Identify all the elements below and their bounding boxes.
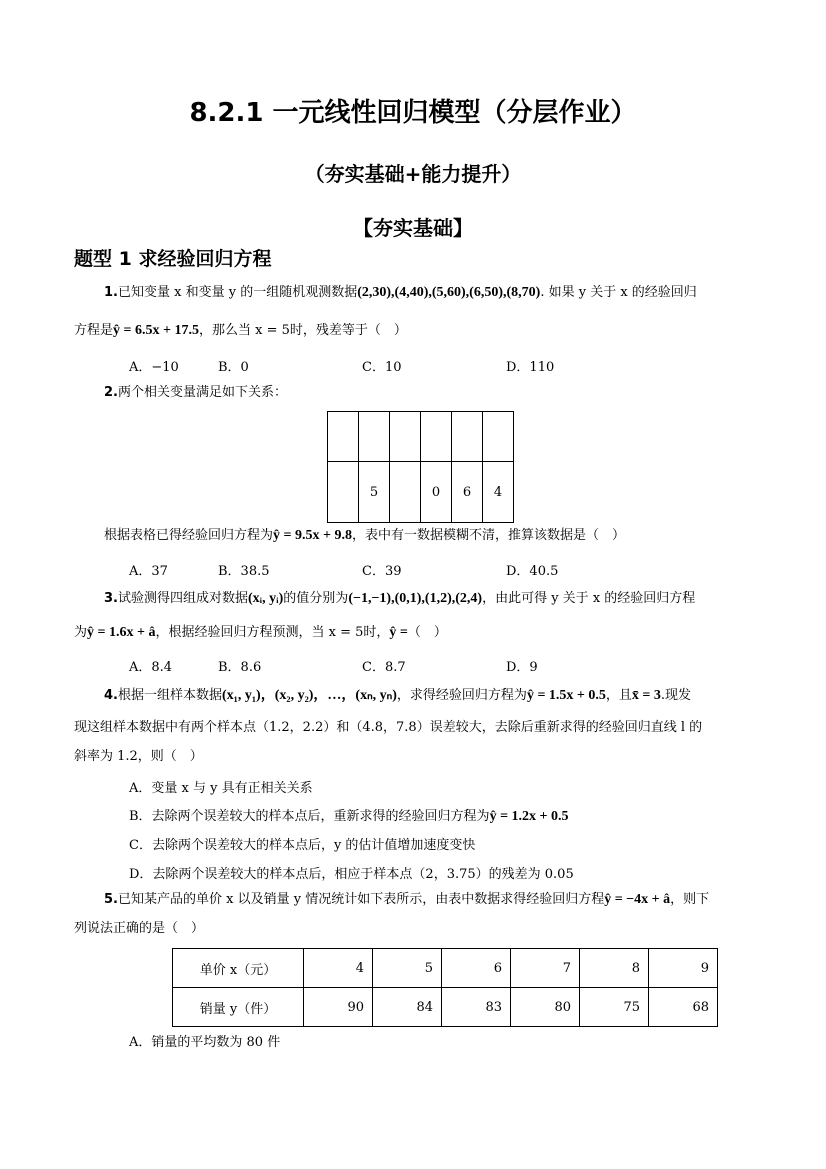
q5-cell: 7 [511,949,580,988]
q3-option-c[interactable]: C．8.7 [362,660,406,675]
q2-cell: 6 [452,462,483,523]
q2-cell [359,412,390,462]
q2-line-2 [104,527,625,545]
q4-text-d: .现发 [660,688,692,703]
q5-text-b: ，则下 [670,892,710,907]
q3-pair: (xᵢ, yᵢ) [248,591,284,606]
q4-text-a: 根据一组样本数据 [117,688,222,703]
q1-option-b[interactable]: B．0 [218,360,249,375]
q2-table [327,411,514,523]
q4-option-b-equation: ŷ = 1.2x + 0.5 [489,809,569,824]
q2-option-b[interactable]: B．38.5 [218,564,270,579]
q4-line-1 [104,687,691,705]
q2-line-1 [104,384,287,402]
document-title: 8.2.1 一元线性回归模型（分层作业） [189,98,637,128]
q2-cell: 4 [483,462,514,523]
q4-option-b[interactable] [129,805,569,825]
q2-equation: ŷ = 9.5x + 9.8 [273,528,352,543]
q2-cell: 5 [359,462,390,523]
q5-row-header-price: 单价 x（元） [173,949,304,988]
q5-cell: 80 [511,988,580,1027]
q4-text-c: ，且 [605,688,632,703]
q1-text-d: ，那么当 x = 5时，残差等于（ ） [198,323,407,338]
q5-cell: 4 [304,949,373,988]
q5-table-row-sales [173,988,718,1027]
q3-number: 3. [104,591,118,606]
q4-option-a[interactable]: A．变量 x 与 y 具有正相关关系 [129,781,313,796]
q2-text: 两个相关变量满足如下关系： [117,385,287,400]
q5-line-1 [104,891,709,909]
q3-option-d[interactable]: D．9 [506,660,538,675]
q1-text-b: . 如果 y 关于 x 的经验回归 [540,285,697,300]
q2-cell [452,412,483,462]
q3-text-f: （ ） [407,625,447,640]
q2-cell [483,412,514,462]
q5-equation: ŷ = −4x + â [604,892,671,907]
q4-option-c[interactable]: C．去除两个误差较大的样本点后，y 的估计值增加速度变快 [129,838,476,853]
q2-cell [328,412,359,462]
q3-yhat: ŷ = [389,625,408,640]
q5-table [172,948,718,1027]
q4-number: 4. [104,688,118,703]
section-heading: 【夯实基础】 [353,216,473,240]
q1-equation: ŷ = 6.5x + 17.5 [113,323,199,338]
q4-xbar: x̄ = 3 [631,688,661,703]
q2-option-a[interactable]: A．37 [129,564,168,579]
q3-text-a: 试验测得四组成对数据 [117,591,248,606]
q4-line-3: 斜率为 1.2，则（ ） [74,749,203,764]
q5-cell: 68 [649,988,718,1027]
q4-samples: (x₁, y₁)，(x₂, y₂)，…，(xₙ, yₙ) [222,688,397,703]
q1-option-c[interactable]: C．10 [362,360,402,375]
q1-line-1 [104,284,697,302]
q3-option-b[interactable]: B．8.6 [218,660,262,675]
q4-line-2: 现这组样本数据中有两个样本点（1.2，2.2）和（4.8，7.8）误差较大，去除后重新求得的经验回归直线 l 的 [74,720,703,735]
document-subtitle: （夯实基础+能力提升） [304,162,522,186]
q5-cell: 83 [442,988,511,1027]
q2-table-row-1 [328,412,514,462]
q4-equation: ŷ = 1.5x + 0.5 [526,688,606,703]
q1-line-2 [74,322,407,340]
q5-row-header-sales: 销量 y（件） [173,988,304,1027]
q2-after-a: 根据表格已得经验回归方程为 [104,528,274,543]
q5-cell: 5 [373,949,442,988]
q2-cell [421,412,452,462]
q5-cell: 6 [442,949,511,988]
q3-line-2 [74,624,447,642]
q3-equation: ŷ = 1.6x + â [87,625,156,640]
q3-text-d: 为 [74,625,88,640]
q5-option-a[interactable]: A．销量的平均数为 80 件 [129,1035,281,1050]
q5-line-2: 列说法正确的是（ ） [74,921,205,936]
q5-cell: 90 [304,988,373,1027]
q2-after-b: ，表中有一数据模糊不清，推算该数据是（ ） [351,528,625,543]
q1-data: (2,30),(4,40),(5,60),(6,50),(8,70) [357,285,541,300]
q4-option-b-text: B．去除两个误差较大的样本点后，重新求得的经验回归方程为 [129,809,490,824]
q5-cell: 84 [373,988,442,1027]
q2-cell [390,412,421,462]
q3-text-b: 的值分别为 [283,591,349,606]
q2-table-row-2 [328,462,514,523]
q5-text-a: 已知某产品的单价 x 以及销量 y 情况统计如下表所示，由表中数据求得经验回归方程 [117,892,605,907]
q1-text-c: 方程是 [74,323,114,338]
q3-data: (−1,−1),(0,1),(1,2),(2,4) [348,591,483,606]
topic-heading: 题型 1 求经验回归方程 [74,248,272,270]
q4-text-b: ，求得经验回归方程为 [396,688,527,703]
q3-text-c: ，由此可得 y 关于 x 的经验回归方程 [482,591,696,606]
q5-number: 5. [104,892,118,907]
q2-cell-blurred [390,462,421,523]
q2-option-c[interactable]: C．39 [362,564,402,579]
q1-option-d[interactable]: D．110 [506,360,555,375]
q1-option-a[interactable]: A．−10 [129,360,179,375]
q3-line-1 [104,590,695,608]
q2-cell [328,462,359,523]
q3-text-e: ，根据经验回归方程预测，当 x = 5时， [155,625,390,640]
q2-cell: 0 [421,462,452,523]
q4-option-d[interactable]: D．去除两个误差较大的样本点后，相应于样本点（2，3.75）的残差为 0.05 [129,867,574,882]
q1-number: 1. [104,285,118,300]
q5-cell: 8 [580,949,649,988]
q5-cell: 9 [649,949,718,988]
q2-option-d[interactable]: D．40.5 [506,564,559,579]
q5-cell: 75 [580,988,649,1027]
q3-option-a[interactable]: A．8.4 [129,660,173,675]
q5-table-row-price [173,949,718,988]
q1-text-a: 已知变量 x 和变量 y 的一组随机观测数据 [117,285,358,300]
q2-number: 2. [104,385,118,400]
